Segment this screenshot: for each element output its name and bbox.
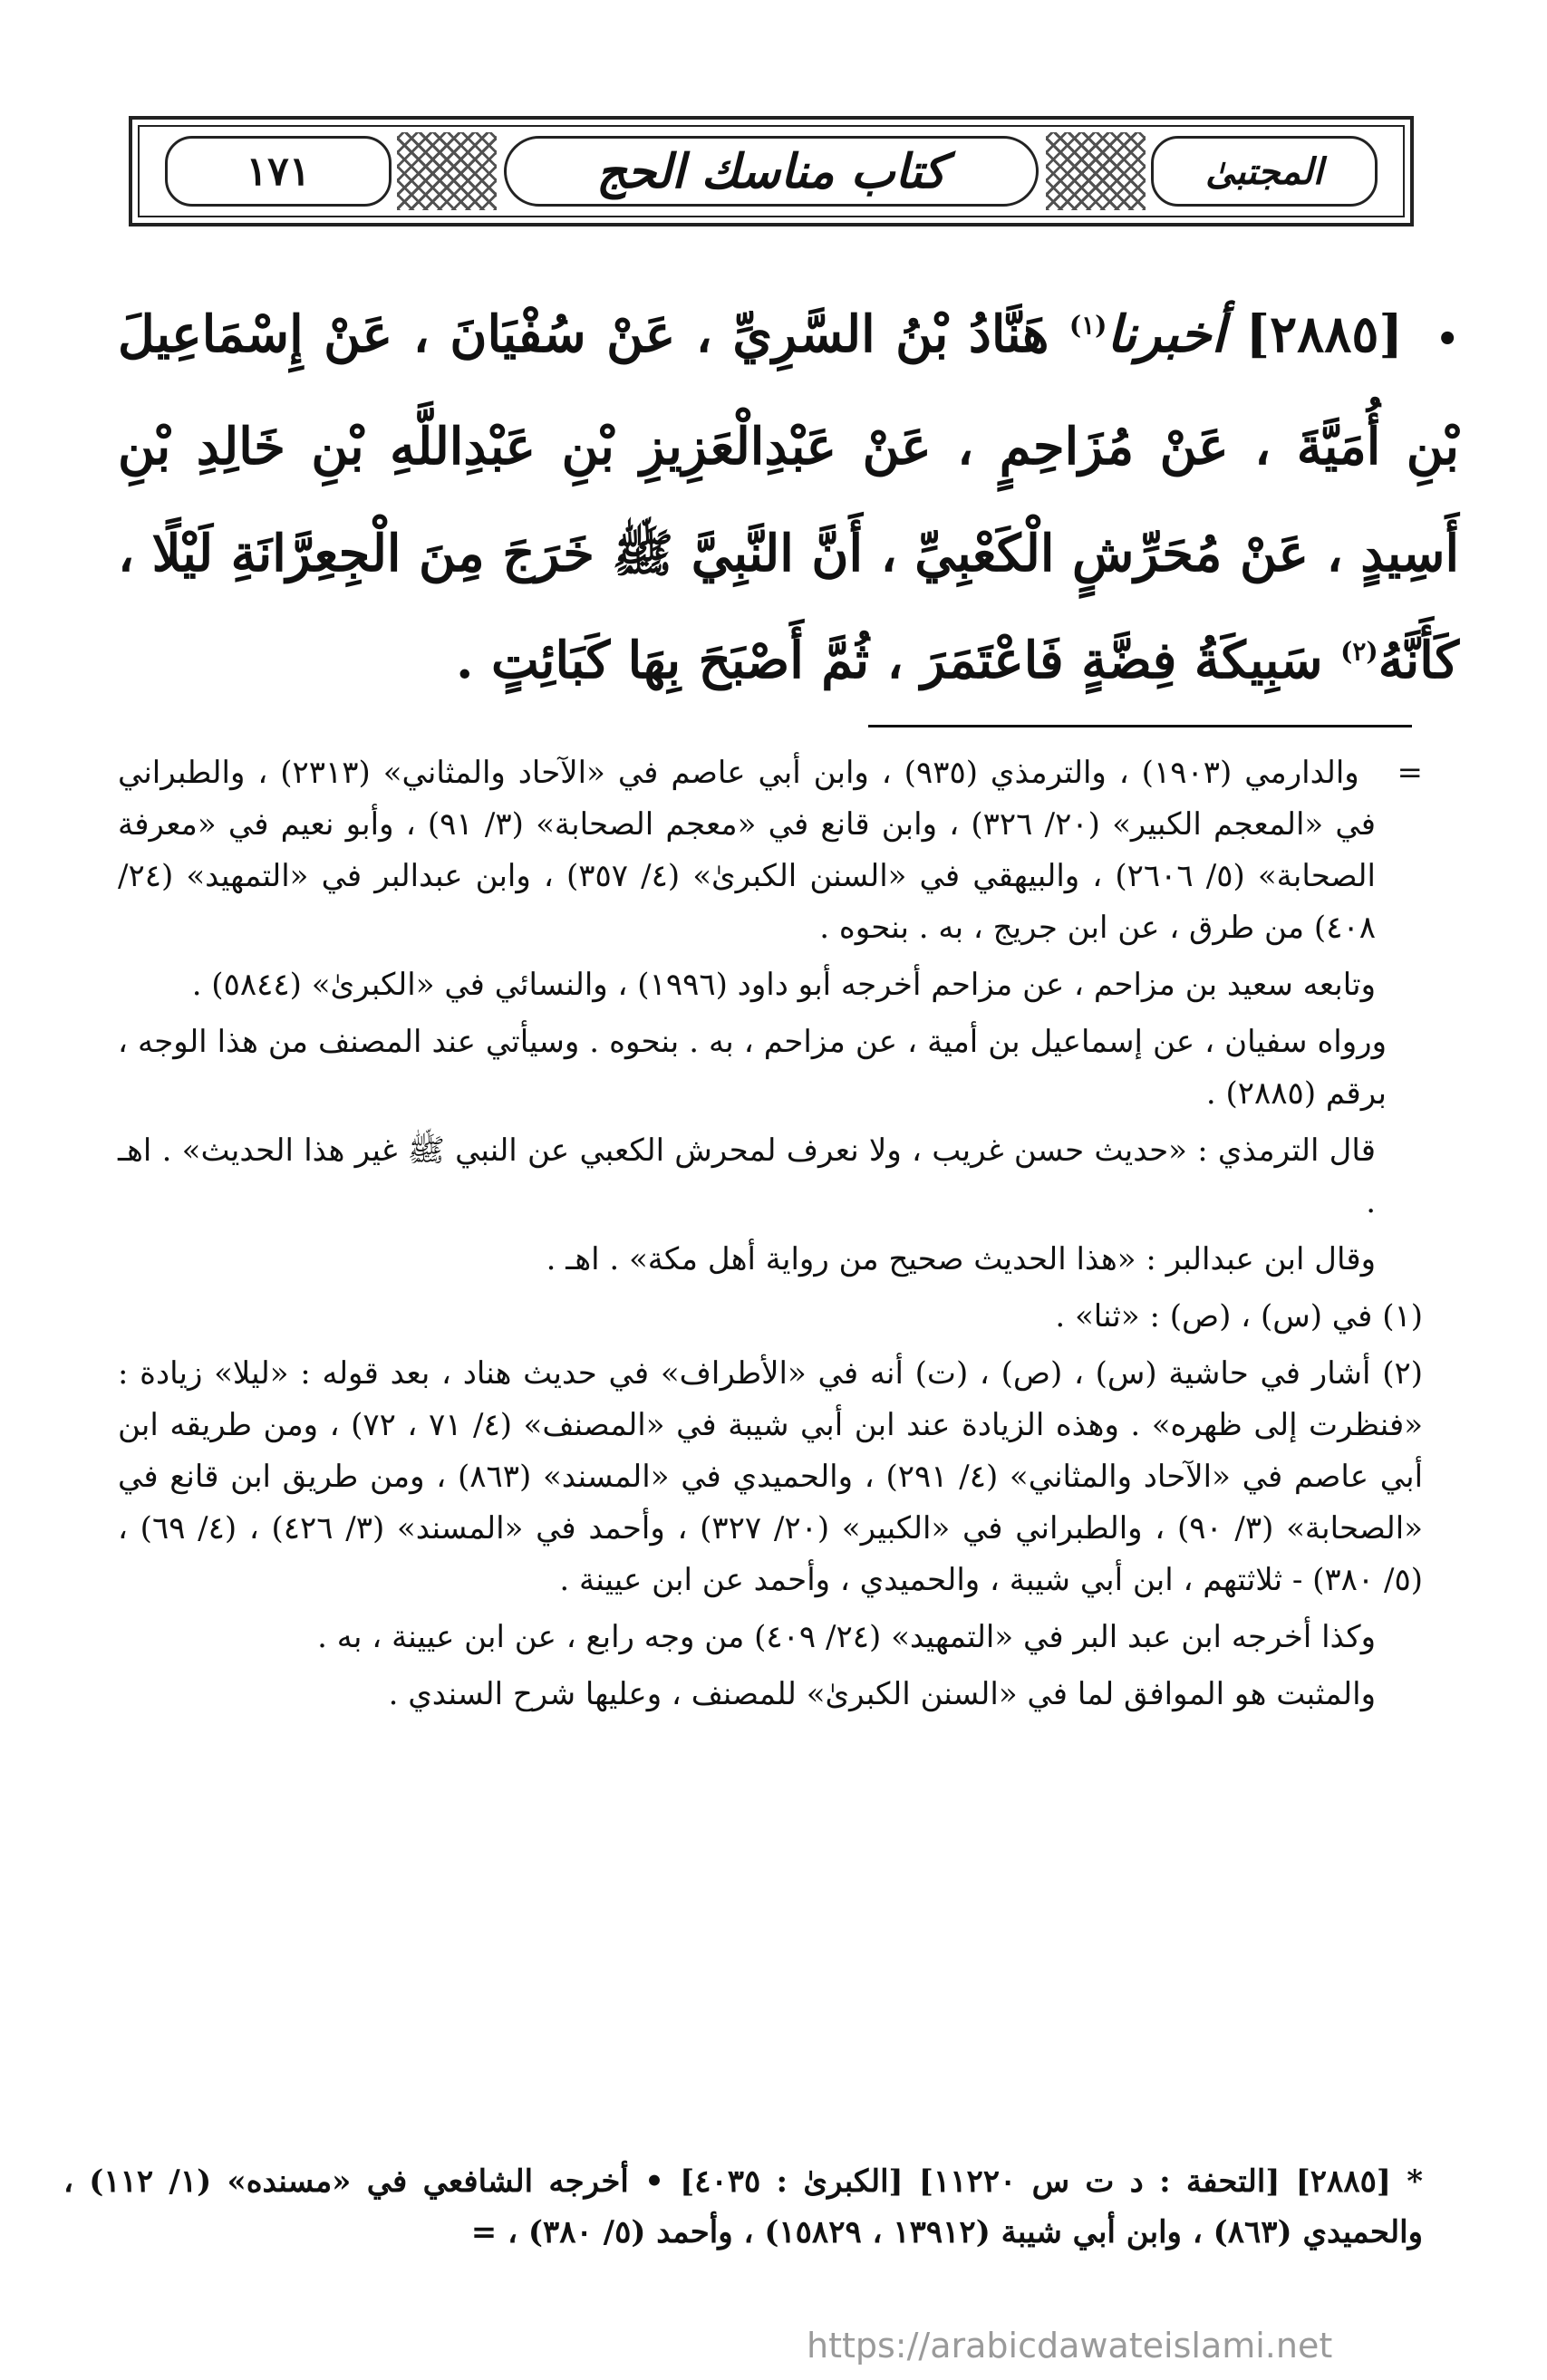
hadith-body-a: هَنَّادُ بْنُ السَّرِيِّ ، عَنْ سُفْيَانَ ، عَنْ إِسْمَاعِيلَ بْنِ أُمَيَّةَ ، عَنْ مُزَاحِمٍ ، عَنْ عَبْدِالْعَزِيزِ بْنِ عَبْدِاللَّهِ بْنِ خَالِدِ بْنِ أَسِيدٍ ، عَنْ مُحَرِّشٍ الْكَعْبِيِّ ، أَنَّ النَّبِيَّ ﷺ خَرَجَ مِنَ الْجِعِرَّانَةِ لَيْلًا ، كَأَنَّهُ: [118, 304, 1460, 690]
bullet-icon: •: [1436, 318, 1459, 361]
hadith-body-b: سَبِيكَةُ فِضَّةٍ فَاعْتَمَرَ ، ثُمَّ أَصْبَحَ بِهَا كَبَائِتٍ .: [455, 631, 1341, 690]
footnote-ref-1: (١): [1068, 310, 1107, 341]
watermark-url: https://arabicdawateislami.net: [807, 2326, 1333, 2366]
footnote-ref-2: (٢): [1340, 636, 1378, 667]
footnote-separator: [868, 725, 1412, 727]
footnote-1: (١) في (س) ، (ص) : «ثنا» .: [1055, 1298, 1423, 1335]
footnotes: [118, 747, 1423, 1726]
note-paragraph-5: وقال ابن عبدالبر : «هذا الحديث صحيح من رواية أهل مكة» . اهـ .: [546, 1241, 1376, 1277]
book-title: كتاب مناسك الحج: [596, 143, 946, 199]
series-title-panel: [1151, 136, 1378, 207]
ornament-left: [397, 132, 497, 210]
footnote-2-c: والمثبت هو الموافق لما في «السنن الكبرىٰ» للمصنف ، وعليها شرح السندي .: [388, 1676, 1376, 1712]
takhrij-note: * [٢٨٨٥] [التحفة : د ت س ١١٢٢٠] [الكبرىٰ : ٤٠٣٥] • أخرجه الشافعي في «مسنده» (١/ ١١٢) ، والحميدي (٨٦٣) ، وابن أبي شيبة (١٣٩١٢ ، ١٥٨٢٩) ، وأحمد (٥/ ٣٨٠) ، =: [63, 2163, 1423, 2250]
note-paragraph-4: قال الترمذي : «حديث حسن غريب ، ولا نعرف لمحرش الكعبي عن النبي ﷺ غير هذا الحديث» . اهـ .: [118, 1132, 1376, 1220]
page-header: [129, 116, 1414, 226]
continuation-mark: =: [1397, 755, 1423, 791]
book-title-panel: [504, 136, 1039, 207]
ornament-right: [1046, 132, 1146, 210]
series-title: المجتبىٰ: [1205, 149, 1323, 193]
hadith-text: [118, 281, 1459, 714]
note-paragraph-1: = والدارمي (١٩٠٣) ، والترمذي (٩٣٥) ، وابن أبي عاصم في «الآحاد والمثاني» (٢٣١٣) ، والطبراني في «المعجم الكبير» (٢٠/ ٣٢٦) ، وابن قانع في «معجم الصحابة» (٣/ ٩١) ، وأبو نعيم في «معرفة الصحابة» (٥/ ٢٦٠٦) ، والبيهقي في «السنن الكبرىٰ» (٤/ ٣٥٧) ، وابن عبدالبر في «التمهيد» (٢٤/ ٤٠٨) من طرق ، عن ابن جريج ، به . بنحوه .: [118, 755, 1423, 946]
footnote-2: (٢) أشار في حاشية (س) ، (ص) ، (ت) أنه في «الأطراف» في حديث هناد ، بعد قوله : «ليلا» زيادة : «فنظرت إلى ظهره» . وهذه الزيادة عند ابن أبي شيبة في «المصنف» (٤/ ٧١ ، ٧٢) ، ومن طريقه ابن أبي عاصم في «الآحاد والمثاني» (٤/ ٢٩١) ، والحميدي في «المسند» (٨٦٣) ، ومن طريق ابن قانع في «الصحابة» (٣/ ٩٠) ، والطبراني في «الكبير» (٢٠/ ٣٢٧) ، وأحمد في «المسند» (٣/ ٤٢٦) ، (٤/ ٦٩) ، (٥/ ٣٨٠) - ثلاثتهم ، ابن أبي شيبة ، والحميدي ، وأحمد عن ابن عيينة .: [118, 1355, 1424, 1598]
akhbarana-word: أخبرنا: [1107, 304, 1226, 364]
note-paragraph-3: ورواه سفيان ، عن إسماعيل بن أمية ، عن مزاحم ، به . بنحوه . وسيأتي عند المصنف من هذا الوجه ، برقم (٢٨٨٥) .: [118, 1024, 1387, 1112]
note-paragraph-2: وتابعه سعيد بن مزاحم ، عن مزاحم أخرجه أبو داود (١٩٩٦) ، والنسائي في «الكبرىٰ» (٥٨٤٤) .: [191, 967, 1376, 1003]
footnote-2-b: وكذا أخرجه ابن عبد البر في «التمهيد» (٢٤/ ٤٠٩) من وجه رابع ، عن ابن عيينة ، به .: [317, 1619, 1376, 1655]
page-number: ١٧١: [246, 148, 311, 195]
hadith-number: [٢٨٨٥]: [1245, 304, 1403, 364]
page-number-panel: [165, 136, 392, 207]
